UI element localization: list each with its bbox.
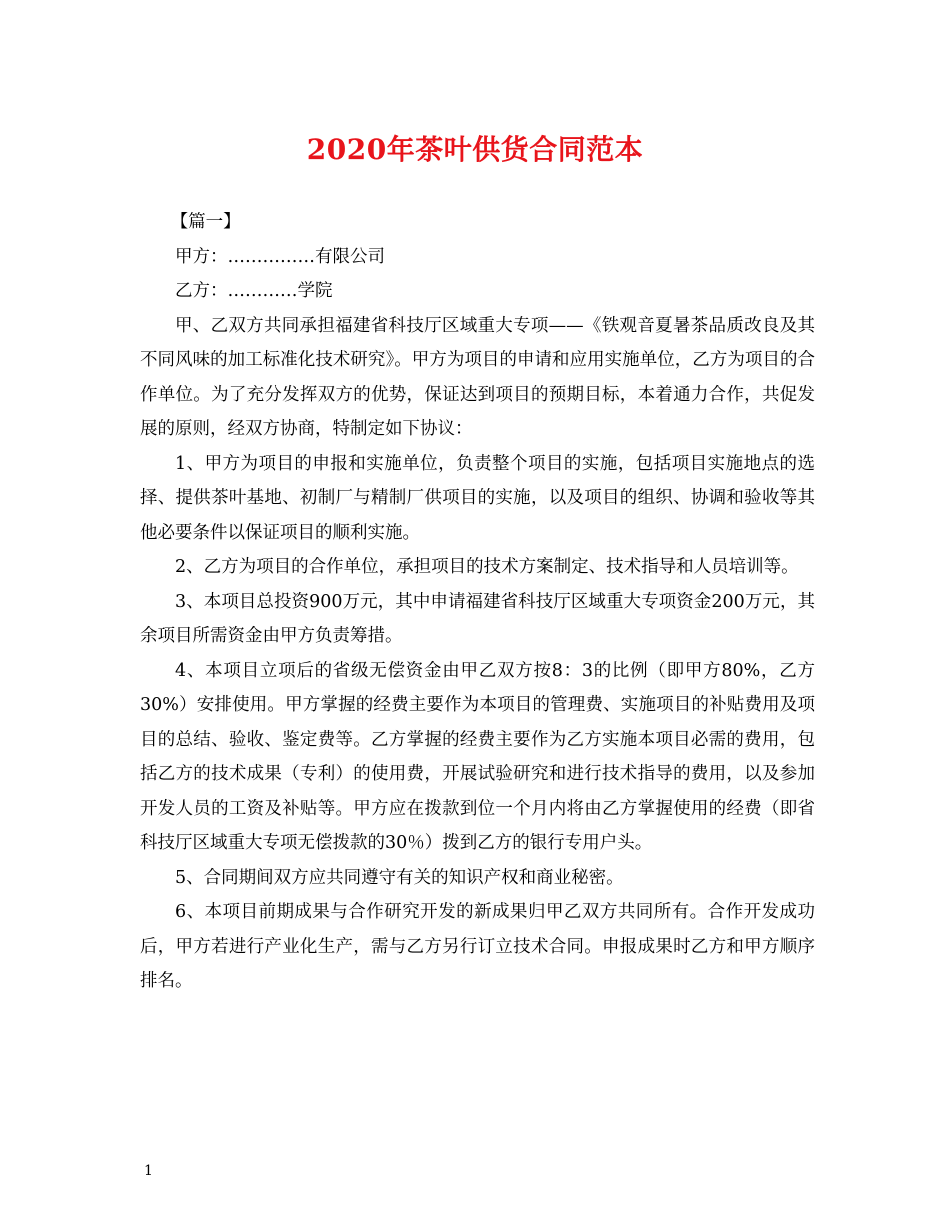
document-body <box>140 205 815 999</box>
document-title: 2020年茶叶供货合同范本 <box>306 133 644 166</box>
party-b-line: 乙方：…………学院 <box>175 281 333 301</box>
party-a-line: 甲方：……………有限公司 <box>175 246 385 267</box>
clause-1: 1、甲方为项目的申报和实施单位，负责整个项目的实施，包括项目实施地点的选择、提供茶叶基地、初制厂与精制厂供项目的实施，以及项目的组织、协调和验收等其他必要条件以保证项目的顺利实施。 <box>140 453 815 543</box>
intro-paragraph: 甲、乙双方共同承担福建省科技厅区域重大专项——《铁观音夏暑茶品质改良及其不同风味的加工标准化技术研究》。甲方为项目的申请和应用实施单位，乙方为项目的合作单位。为了充分发挥双方的优势，保证达到项目的预期目标，本着通力合作，共促发展的原则，经双方协商，特制定如下协议： <box>140 315 815 439</box>
clause-4: 4、本项目立项后的省级无偿资金由甲乙双方按8：3的比例（即甲方80%，乙方30%）安排使用。甲方掌握的经费主要作为本项目的管理费、实施项目的补贴费用及项目的总结、验收、鉴定费等。乙方掌握的经费主要作为乙方实施本项目必需的费用，包括乙方的技术成果（专利）的使用费，开展试验研究和进行技术指导的费用，以及参加开发人员的工资及补贴等。甲方应在拨款到位一个月内将由乙方掌握使用的经费（即省科技厅区域重大专项无偿拨款的30％）拨到乙方的银行专用户头。 <box>140 660 815 853</box>
clause-3: 3、本项目总投资900万元，其中申请福建省科技厅区域重大专项资金200万元，其余项目所需资金由甲方负责筹措。 <box>140 591 815 646</box>
page-number: 1 <box>144 1163 153 1179</box>
clause-6: 6、本项目前期成果与合作研究开发的新成果归甲乙双方共同所有。合作开发成功后，甲方若进行产业化生产，需与乙方另行订立技术合同。申报成果时乙方和甲方顺序排名。 <box>140 902 815 991</box>
clause-5: 5、合同期间双方应共同遵守有关的知识产权和商业秘密。 <box>175 867 624 888</box>
section-label: 【篇一】 <box>170 212 241 232</box>
clause-2: 2、乙方为项目的合作单位，承担项目的技术方案制定、技术指导和人员培训等。 <box>175 557 799 577</box>
